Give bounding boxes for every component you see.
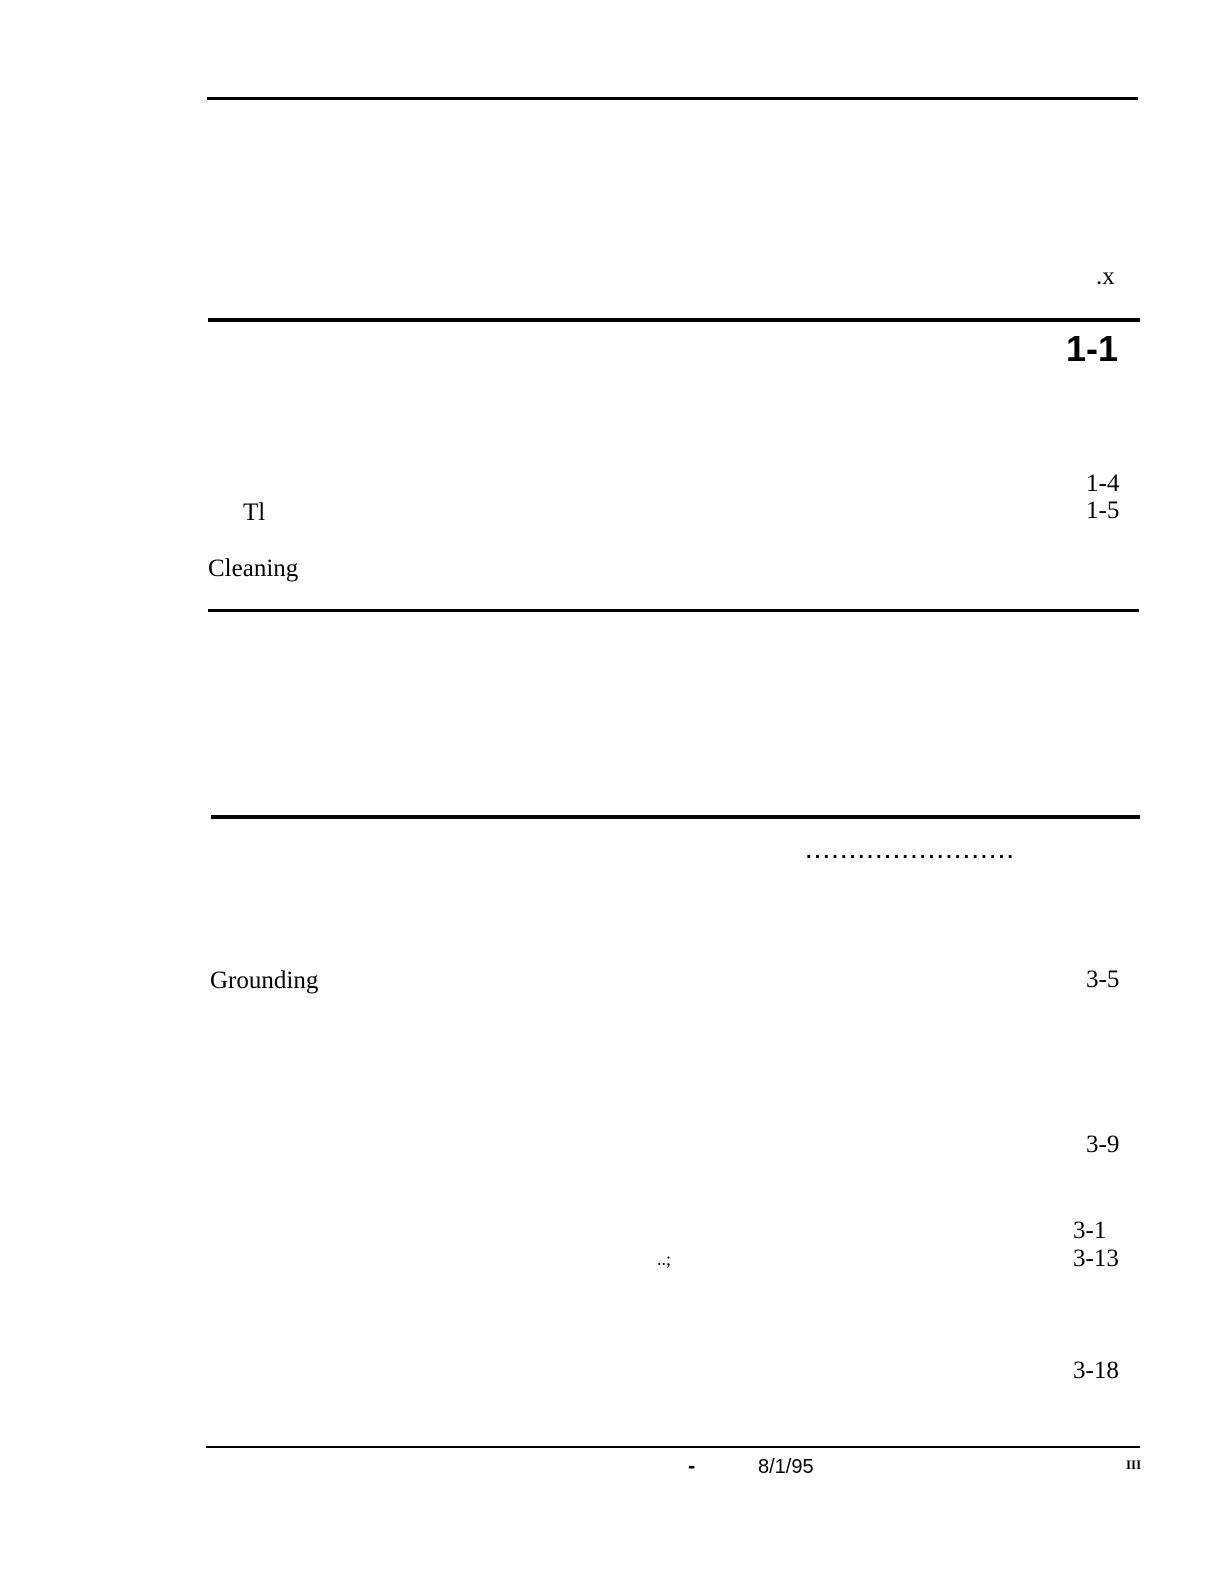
toc-page-3-9: 3-9	[1086, 1131, 1120, 1158]
toc-entry-cleaning: Cleaning	[208, 555, 299, 582]
footer-rule	[206, 1446, 1140, 1448]
toc-page-3-5: 3-5	[1086, 966, 1120, 993]
toc-page-1-5: 1-5	[1086, 497, 1120, 524]
footer-dash: -	[688, 1453, 696, 1478]
footer-page-number: III	[1126, 1457, 1142, 1472]
chapter1-page-number: 1-1	[1066, 328, 1119, 369]
toc-page-3-1: 3-1	[1073, 1217, 1107, 1244]
toc-entry-grounding: Grounding	[210, 967, 319, 994]
footer-date: 8/1/95	[758, 1456, 814, 1478]
intro-page-number: .x	[1096, 263, 1115, 290]
stray-mark: ..;	[657, 1249, 672, 1269]
section-rule-top	[207, 97, 1138, 100]
section-rule-chapter1	[208, 318, 1140, 322]
toc-page-3-13: 3-13	[1073, 1245, 1119, 1272]
section-rule-chapter3	[211, 815, 1140, 819]
toc-page-3-18: 3-18	[1073, 1357, 1119, 1384]
toc-label-t1: Tl	[243, 499, 266, 526]
dot-leader: ........................	[806, 841, 1017, 863]
section-rule-chapter2	[208, 609, 1139, 612]
toc-page-1-4: 1-4	[1086, 470, 1120, 497]
